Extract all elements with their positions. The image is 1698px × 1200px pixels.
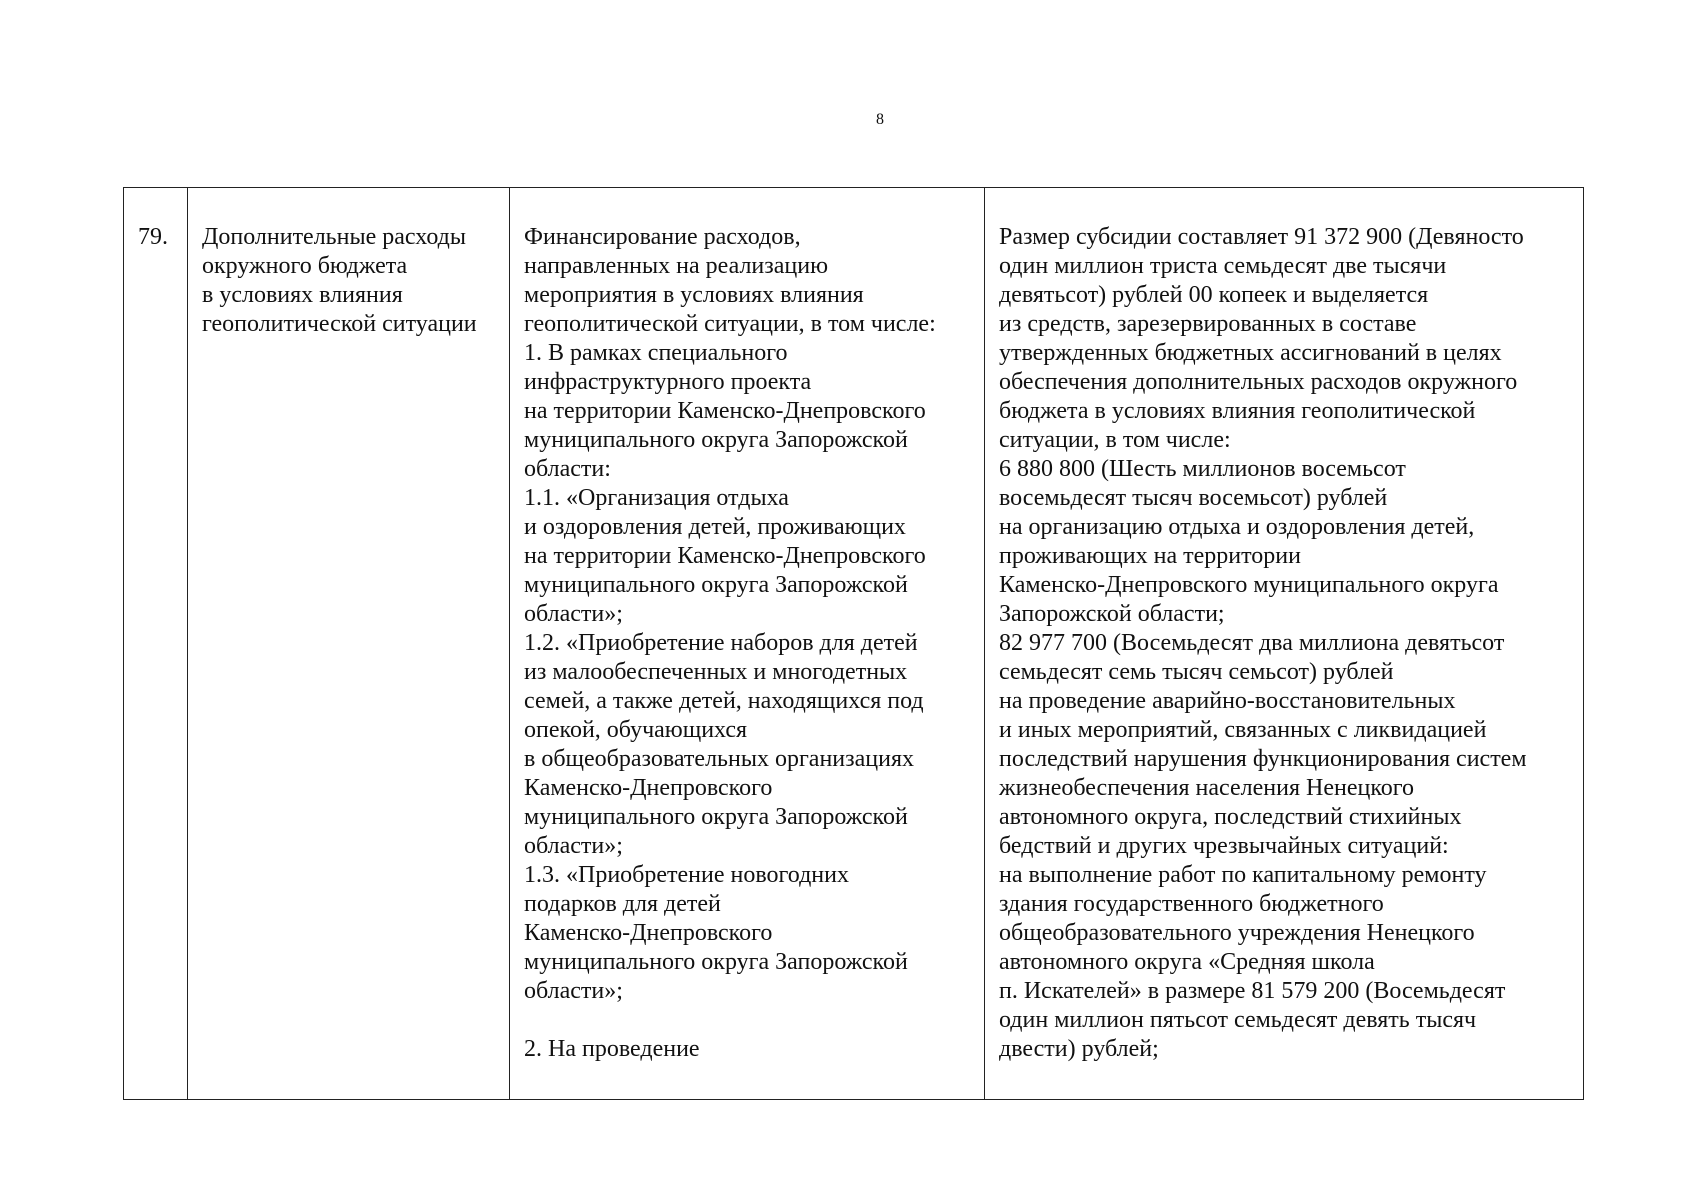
row-number: 79. (138, 224, 168, 250)
page-number: 8 (876, 111, 884, 128)
expense-name: Дополнительные расходы окружного бюджета в условиях влияния геополитической ситуации (202, 224, 477, 337)
row-number-cell (124, 188, 188, 1100)
subsidy-amount-cell (985, 188, 1584, 1100)
table-row (124, 188, 1584, 1100)
document-table (123, 187, 1584, 1100)
expense-name-cell (188, 188, 510, 1100)
expense-description: Финансирование расходов, направленных на реализацию мероприятия в условиях влияния геополитической ситуации, в том числе: 1. В рамках специального инфраструктурного проекта на территории Каменско-Днепровского муниципального округа Запорожской области: 1.1. «Организация отдыха и оздоровления детей, проживающих на территории Каменско-Днепровского муниципального округа Запорожской области»; 1.2. «Приобретение наборов для детей из малообеспеченных и многодетных семей, а также детей, находящихся под опекой, обучающихся в общеобразовательных организациях Каменско-Днепровского муниципального округа Запорожской области»; 1.3. «Приобретение новогодних подарков для детей Каменско-Днепровского муниципального округа Запорожской области»; 2. На проведение (524, 224, 936, 1062)
subsidy-amount: Размер субсидии составляет 91 372 900 (Девяносто один миллион триста семьдесят две тысячи девятьсот) рублей 00 копеек и выделяется из средств, зарезервированных в составе утвержденных бюджетных ассигнований в целях обеспечения дополнительных расходов окружного бюджета в условиях влияния геополитической ситуации, в том числе: 6 880 800 (Шесть миллионов восемьсот восемьдесят тысяч восемьсот) рублей на организацию отдыха и оздоровления детей, проживающих на территории Каменско-Днепровского муниципального округа Запорожской области; 82 977 700 (Восемьдесят два миллиона девятьсот семьдесят семь тысяч семьсот) рублей на проведение аварийно-восстановительных и иных мероприятий, связанных с ликвидацией последствий нарушения функционирования систем жизнеобеспечения населения Ненецкого автономного округа, последствий стихийных бедствий и других чрезвычайных ситуаций: на выполнение работ по капитальному ремонту здания государственного бюджетного общеобразовательного учреждения Ненецкого автономного округа «Средняя школа п. Искателей» в размере 81 579 200 (Восемьдесят один миллион пятьсот семьдесят девять тысяч двести) рублей; (999, 224, 1527, 1062)
expense-description-cell (510, 188, 985, 1100)
